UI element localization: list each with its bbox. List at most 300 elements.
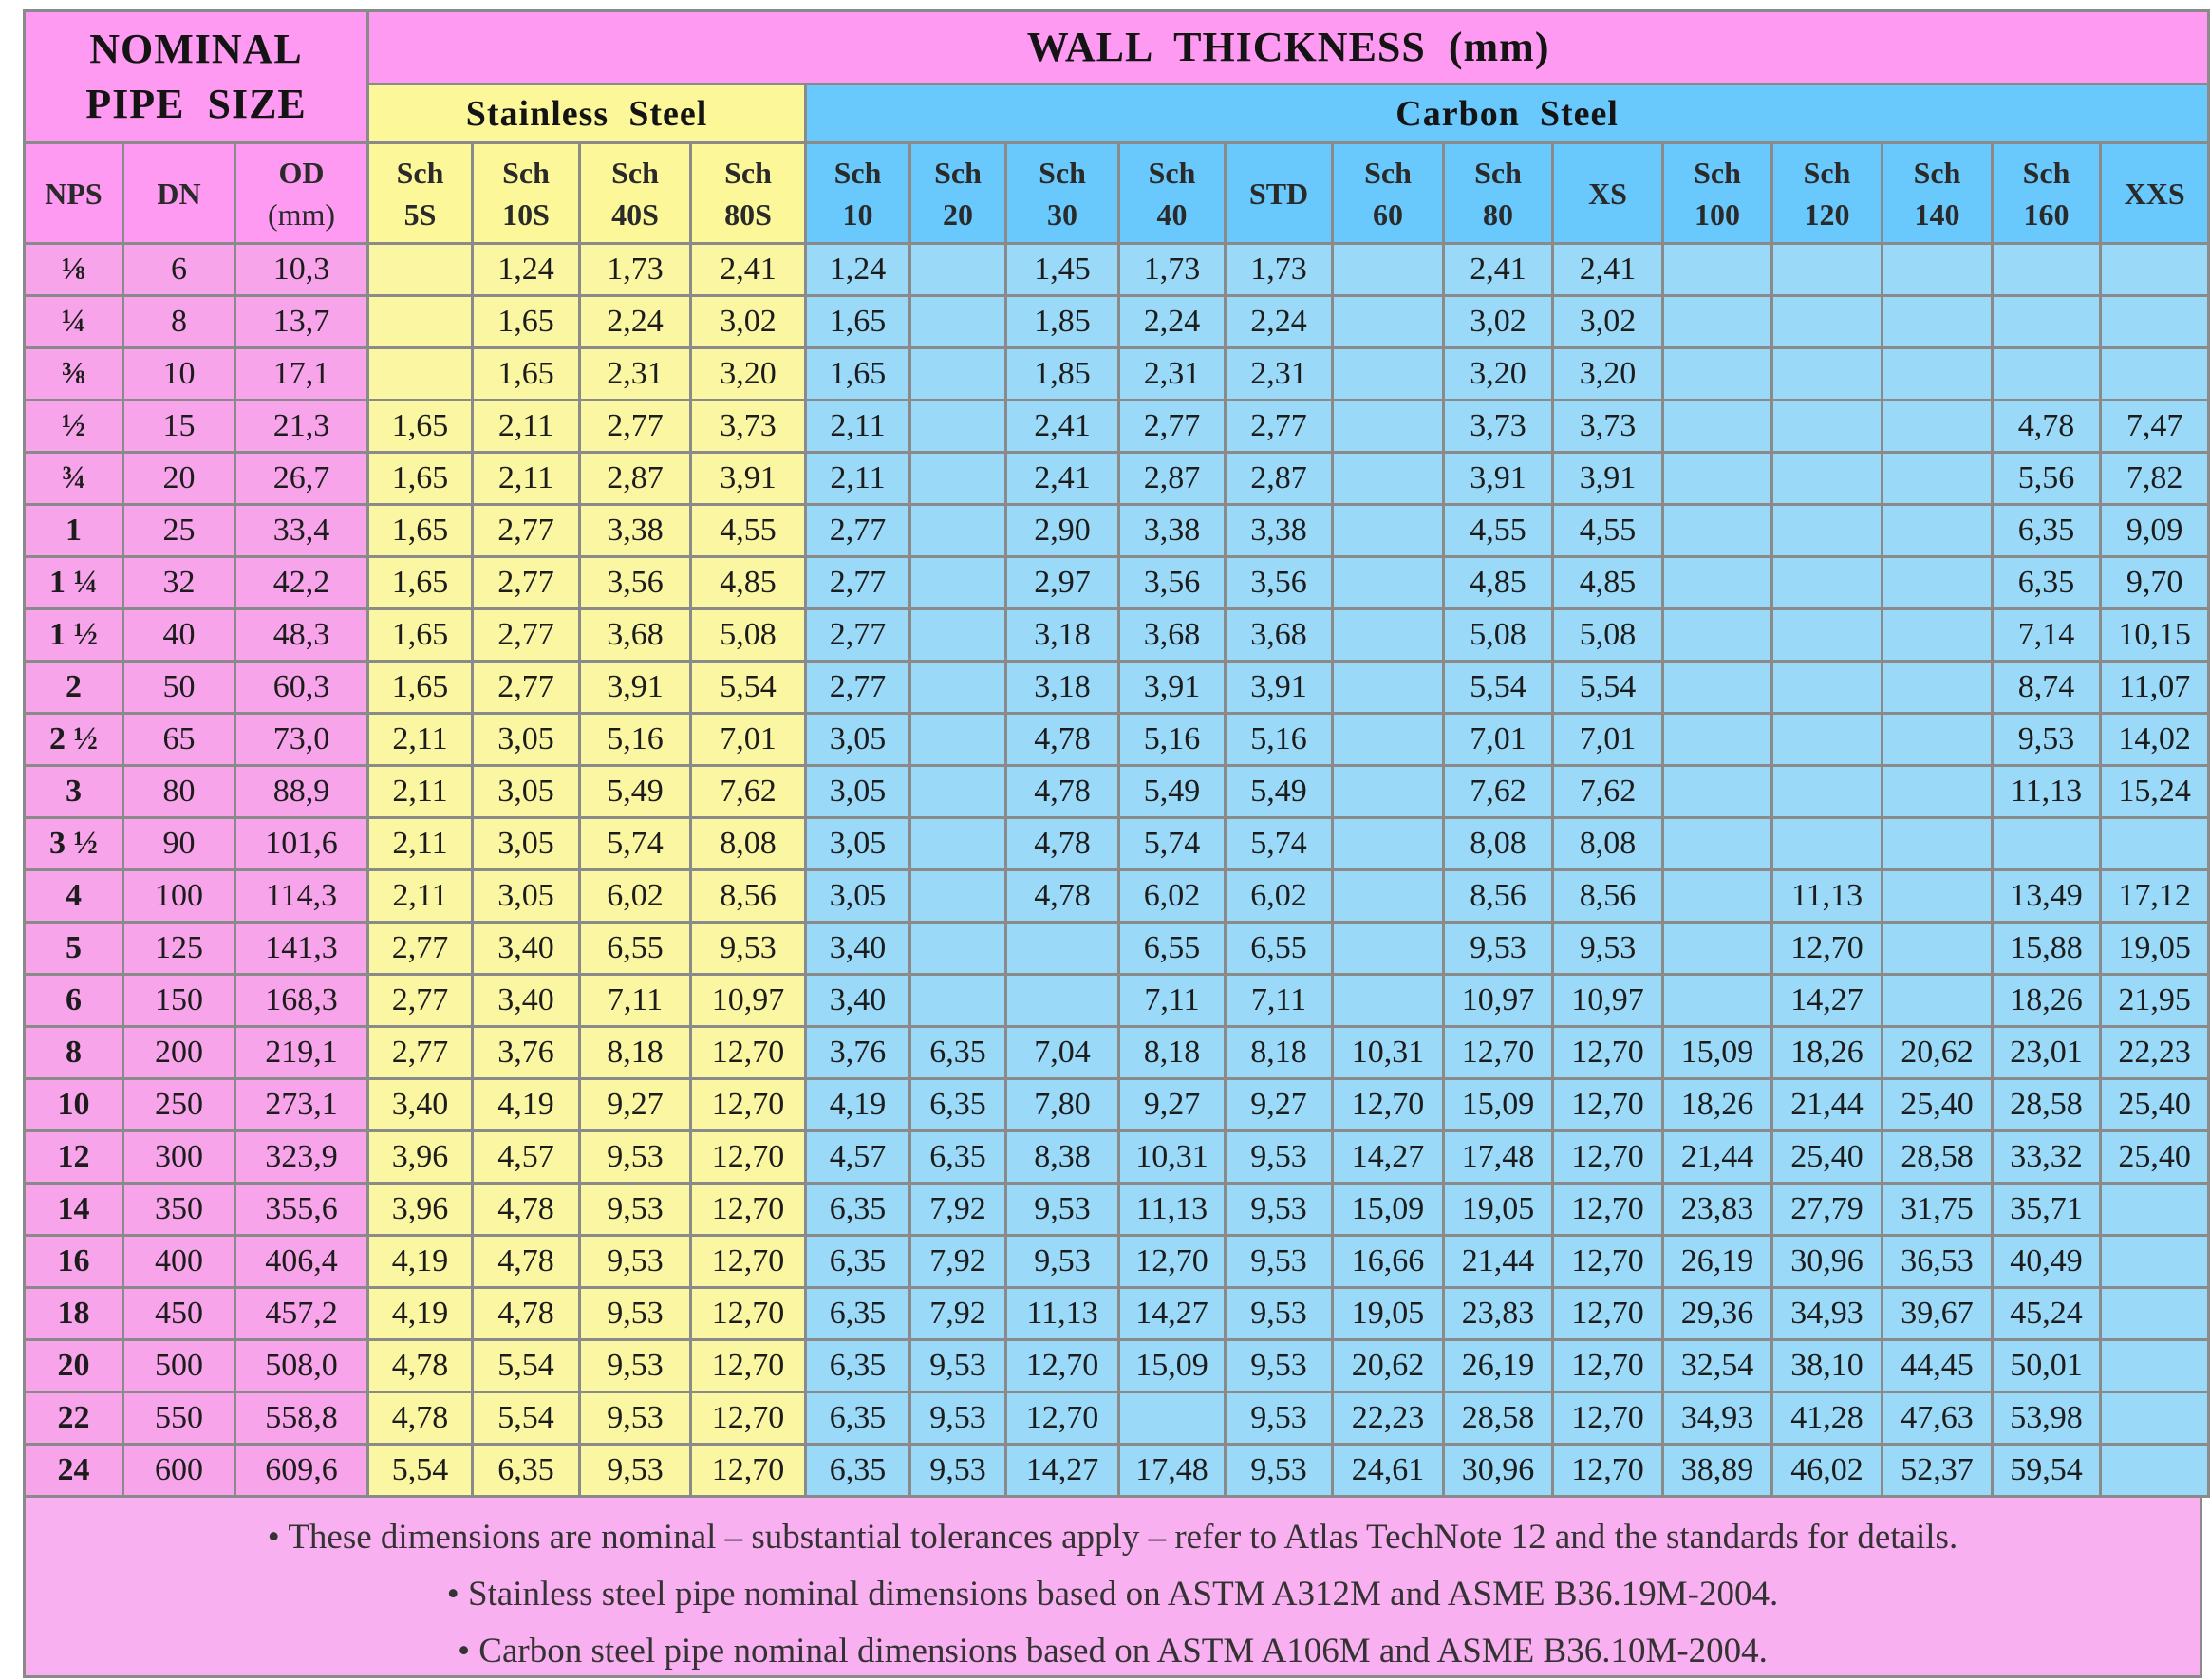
- cell-thickness: [1882, 870, 1993, 923]
- cell-thickness: 9,27: [1119, 1079, 1226, 1131]
- cell-thickness: 12,70: [691, 1236, 806, 1288]
- cell-thickness: 9,53: [1553, 923, 1663, 975]
- cell-od: 609,6: [235, 1445, 368, 1497]
- cell-dn: 50: [123, 662, 235, 714]
- cell-thickness: [1772, 505, 1882, 557]
- cell-thickness: [1882, 401, 1993, 453]
- column-header-dn: DN: [123, 143, 235, 244]
- column-header-carbon-8-line-2: 100: [1695, 196, 1741, 232]
- cell-thickness: [1772, 818, 1882, 870]
- cell-thickness: 12,70: [1444, 1027, 1553, 1079]
- cell-dn: 450: [123, 1288, 235, 1340]
- cell-thickness: 3,91: [691, 453, 806, 505]
- cell-thickness: 4,78: [368, 1392, 473, 1445]
- cell-thickness: 4,78: [473, 1236, 580, 1288]
- cell-thickness: 2,41: [1553, 244, 1663, 296]
- cell-thickness: 2,87: [580, 453, 691, 505]
- cell-thickness: 3,76: [806, 1027, 910, 1079]
- cell-thickness: 23,83: [1444, 1288, 1553, 1340]
- cell-thickness: [1663, 505, 1772, 557]
- cell-thickness: 52,37: [1882, 1445, 1993, 1497]
- cell-thickness: 12,70: [1553, 1184, 1663, 1236]
- cell-thickness: 12,70: [691, 1131, 806, 1184]
- cell-thickness: 8,56: [691, 870, 806, 923]
- column-header-carbon-3: [1119, 143, 1226, 244]
- cell-thickness: 4,55: [691, 505, 806, 557]
- cell-thickness: 1,65: [368, 662, 473, 714]
- cell-thickness: 2,31: [1119, 348, 1226, 401]
- table-row: [25, 505, 2209, 557]
- cell-thickness: 34,93: [1663, 1392, 1772, 1445]
- cell-thickness: 3,56: [1226, 557, 1333, 609]
- cell-thickness: [1993, 348, 2101, 401]
- column-header-carbon-12: [2101, 143, 2209, 244]
- column-header-carbon-2-line-1: Sch: [1039, 155, 1086, 190]
- cell-thickness: 6,55: [580, 923, 691, 975]
- cell-thickness: 10,97: [691, 975, 806, 1027]
- cell-thickness: 9,53: [910, 1340, 1006, 1392]
- cell-thickness: 22,23: [2101, 1027, 2209, 1079]
- cell-dn: 25: [123, 505, 235, 557]
- cell-thickness: [910, 975, 1006, 1027]
- cell-thickness: [1772, 766, 1882, 818]
- cell-thickness: [1882, 609, 1993, 662]
- column-header-carbon-9: [1772, 143, 1882, 244]
- cell-thickness: 3,56: [580, 557, 691, 609]
- cell-dn: 8: [123, 296, 235, 348]
- cell-thickness: 1,65: [473, 296, 580, 348]
- cell-thickness: 1,73: [580, 244, 691, 296]
- cell-nps: 3 ½: [25, 818, 123, 870]
- cell-thickness: 7,11: [1119, 975, 1226, 1027]
- cell-thickness: 1,65: [473, 348, 580, 401]
- cell-thickness: 9,53: [580, 1184, 691, 1236]
- cell-dn: 80: [123, 766, 235, 818]
- column-header-od: [235, 143, 368, 244]
- cell-thickness: 4,78: [473, 1288, 580, 1340]
- cell-thickness: [1663, 296, 1772, 348]
- cell-thickness: 9,53: [1006, 1184, 1119, 1236]
- column-header-nps: NPS: [25, 143, 123, 244]
- cell-thickness: 4,19: [368, 1236, 473, 1288]
- cell-thickness: [1772, 453, 1882, 505]
- cell-od: 26,7: [235, 453, 368, 505]
- cell-od: 141,3: [235, 923, 368, 975]
- cell-thickness: 15,09: [1663, 1027, 1772, 1079]
- column-header-carbon-4: [1226, 143, 1333, 244]
- cell-thickness: 25,40: [2101, 1131, 2209, 1184]
- cell-thickness: 12,70: [1119, 1236, 1226, 1288]
- cell-thickness: 6,02: [1119, 870, 1226, 923]
- cell-thickness: 12,70: [1553, 1445, 1663, 1497]
- cell-thickness: 9,53: [910, 1392, 1006, 1445]
- cell-thickness: 9,53: [1444, 923, 1553, 975]
- table-row: [25, 714, 2209, 766]
- cell-thickness: [1663, 766, 1772, 818]
- table-row: [25, 1445, 2209, 1497]
- cell-thickness: 9,53: [580, 1340, 691, 1392]
- cell-thickness: 6,55: [1119, 923, 1226, 975]
- column-header-carbon-2-line-2: 30: [1047, 196, 1078, 232]
- cell-thickness: [1006, 975, 1119, 1027]
- table-row: [25, 348, 2209, 401]
- cell-thickness: [1663, 975, 1772, 1027]
- cell-nps: 14: [25, 1184, 123, 1236]
- cell-thickness: 5,54: [473, 1392, 580, 1445]
- cell-thickness: 5,08: [691, 609, 806, 662]
- wall-thickness-header: WALL THICKNESS (mm): [368, 11, 2209, 84]
- cell-thickness: 9,53: [1226, 1288, 1333, 1340]
- cell-thickness: 18,26: [1772, 1027, 1882, 1079]
- cell-thickness: 4,55: [1444, 505, 1553, 557]
- carbon-steel-group-header: Carbon Steel: [806, 84, 2209, 143]
- cell-thickness: 2,77: [806, 662, 910, 714]
- cell-thickness: 7,62: [691, 766, 806, 818]
- cell-thickness: 5,74: [580, 818, 691, 870]
- cell-thickness: [1882, 557, 1993, 609]
- cell-thickness: 1,65: [368, 609, 473, 662]
- cell-thickness: 4,78: [1993, 401, 2101, 453]
- cell-thickness: 3,02: [691, 296, 806, 348]
- cell-thickness: [1882, 296, 1993, 348]
- cell-thickness: 7,92: [910, 1236, 1006, 1288]
- cell-dn: 125: [123, 923, 235, 975]
- cell-thickness: 12,70: [1553, 1131, 1663, 1184]
- cell-thickness: 3,68: [1119, 609, 1226, 662]
- cell-thickness: [910, 662, 1006, 714]
- cell-dn: 32: [123, 557, 235, 609]
- column-header-stainless-1-line-2: 10S: [502, 196, 550, 232]
- column-header-carbon-8-line-1: Sch: [1694, 155, 1741, 190]
- cell-thickness: 3,38: [580, 505, 691, 557]
- cell-thickness: 3,20: [1444, 348, 1553, 401]
- cell-od: 323,9: [235, 1131, 368, 1184]
- cell-nps: 24: [25, 1445, 123, 1497]
- cell-thickness: 5,54: [691, 662, 806, 714]
- cell-od: 88,9: [235, 766, 368, 818]
- table-row: [25, 1027, 2209, 1079]
- cell-dn: 500: [123, 1340, 235, 1392]
- cell-od: 10,3: [235, 244, 368, 296]
- cell-thickness: 19,05: [1444, 1184, 1553, 1236]
- cell-thickness: 3,05: [473, 870, 580, 923]
- cell-thickness: 1,65: [368, 401, 473, 453]
- column-header-stainless-1-line-1: Sch: [502, 155, 550, 190]
- cell-thickness: 5,54: [1553, 662, 1663, 714]
- cell-thickness: 6,35: [806, 1392, 910, 1445]
- cell-thickness: 12,70: [691, 1340, 806, 1392]
- cell-thickness: 12,70: [691, 1392, 806, 1445]
- cell-thickness: 3,05: [806, 766, 910, 818]
- cell-thickness: 3,20: [691, 348, 806, 401]
- cell-thickness: [1333, 766, 1444, 818]
- cell-thickness: [1772, 244, 1882, 296]
- cell-thickness: 7,01: [691, 714, 806, 766]
- cell-thickness: 10,97: [1553, 975, 1663, 1027]
- table-row: [25, 870, 2209, 923]
- cell-thickness: 7,82: [2101, 453, 2209, 505]
- column-header-carbon-1: [910, 143, 1006, 244]
- cell-thickness: [1772, 609, 1882, 662]
- cell-thickness: 4,78: [473, 1184, 580, 1236]
- cell-nps: 8: [25, 1027, 123, 1079]
- cell-thickness: 47,63: [1882, 1392, 1993, 1445]
- cell-thickness: 4,78: [368, 1340, 473, 1392]
- cell-thickness: 1,65: [368, 453, 473, 505]
- cell-thickness: [1663, 348, 1772, 401]
- column-header-carbon-6: [1444, 143, 1553, 244]
- cell-thickness: 3,20: [1553, 348, 1663, 401]
- cell-thickness: 3,76: [473, 1027, 580, 1079]
- cell-thickness: [1882, 714, 1993, 766]
- cell-thickness: [1333, 714, 1444, 766]
- cell-thickness: 2,24: [580, 296, 691, 348]
- cell-thickness: 1,73: [1226, 244, 1333, 296]
- cell-thickness: 18,26: [1993, 975, 2101, 1027]
- cell-thickness: [1882, 923, 1993, 975]
- cell-thickness: 2,24: [1226, 296, 1333, 348]
- column-header-carbon-1-line-1: Sch: [934, 155, 982, 190]
- cell-thickness: 12,70: [1553, 1236, 1663, 1288]
- cell-thickness: [1882, 348, 1993, 401]
- cell-thickness: 46,02: [1772, 1445, 1882, 1497]
- footnote-3: • Carbon steel pipe nominal dimensions based on ASTM A106M and ASME B36.10M-2004.: [458, 1632, 1768, 1671]
- cell-thickness: 1,45: [1006, 244, 1119, 296]
- cell-thickness: [1882, 505, 1993, 557]
- cell-thickness: 5,74: [1226, 818, 1333, 870]
- cell-thickness: [1772, 296, 1882, 348]
- cell-thickness: 7,92: [910, 1288, 1006, 1340]
- cell-thickness: 3,56: [1119, 557, 1226, 609]
- cell-thickness: 8,18: [1226, 1027, 1333, 1079]
- cell-thickness: 19,05: [2101, 923, 2209, 975]
- cell-thickness: 3,38: [1119, 505, 1226, 557]
- cell-thickness: 16,66: [1333, 1236, 1444, 1288]
- cell-thickness: 4,19: [473, 1079, 580, 1131]
- cell-thickness: 9,53: [1226, 1236, 1333, 1288]
- cell-thickness: [1333, 296, 1444, 348]
- cell-dn: 150: [123, 975, 235, 1027]
- column-header-stainless-3-line-1: Sch: [724, 155, 772, 190]
- cell-thickness: 9,53: [580, 1288, 691, 1340]
- cell-od: 168,3: [235, 975, 368, 1027]
- cell-thickness: 2,11: [806, 453, 910, 505]
- cell-thickness: 1,85: [1006, 348, 1119, 401]
- cell-thickness: 26,19: [1444, 1340, 1553, 1392]
- table-row: [25, 766, 2209, 818]
- cell-thickness: [1882, 975, 1993, 1027]
- cell-thickness: 5,74: [1119, 818, 1226, 870]
- cell-thickness: 3,40: [473, 923, 580, 975]
- cell-thickness: 5,49: [1226, 766, 1333, 818]
- cell-thickness: 1,65: [806, 348, 910, 401]
- cell-thickness: 21,44: [1444, 1236, 1553, 1288]
- cell-thickness: 12,70: [1006, 1340, 1119, 1392]
- cell-thickness: [2101, 1340, 2209, 1392]
- column-header-carbon-0-line-2: 10: [842, 196, 873, 232]
- column-header-carbon-9-line-1: Sch: [1803, 155, 1851, 190]
- cell-thickness: 2,41: [1444, 244, 1553, 296]
- cell-nps: 1 ½: [25, 609, 123, 662]
- cell-thickness: [1993, 296, 2101, 348]
- cell-dn: 6: [123, 244, 235, 296]
- cell-dn: 15: [123, 401, 235, 453]
- cell-thickness: 15,09: [1119, 1340, 1226, 1392]
- cell-thickness: [1333, 923, 1444, 975]
- cell-thickness: 2,77: [473, 557, 580, 609]
- cell-thickness: 9,53: [580, 1445, 691, 1497]
- cell-thickness: 11,13: [1772, 870, 1882, 923]
- cell-thickness: 7,62: [1553, 766, 1663, 818]
- cell-thickness: 7,04: [1006, 1027, 1119, 1079]
- cell-thickness: 4,57: [806, 1131, 910, 1184]
- table-row: [25, 923, 2209, 975]
- cell-od: 558,8: [235, 1392, 368, 1445]
- cell-thickness: 3,05: [473, 818, 580, 870]
- cell-thickness: 2,41: [691, 244, 806, 296]
- cell-thickness: 2,31: [1226, 348, 1333, 401]
- cell-nps: 1 ¼: [25, 557, 123, 609]
- cell-nps: ⅜: [25, 348, 123, 401]
- cell-dn: 100: [123, 870, 235, 923]
- cell-od: 355,6: [235, 1184, 368, 1236]
- cell-thickness: 3,91: [1226, 662, 1333, 714]
- cell-thickness: 9,27: [1226, 1079, 1333, 1131]
- cell-nps: 5: [25, 923, 123, 975]
- cell-nps: 22: [25, 1392, 123, 1445]
- cell-thickness: 3,91: [1553, 453, 1663, 505]
- cell-thickness: [2101, 1392, 2209, 1445]
- cell-thickness: 11,13: [1006, 1288, 1119, 1340]
- column-header-carbon-9-line-2: 120: [1804, 196, 1850, 232]
- cell-thickness: 30,96: [1444, 1445, 1553, 1497]
- cell-dn: 550: [123, 1392, 235, 1445]
- cell-thickness: 12,70: [691, 1445, 806, 1497]
- cell-thickness: 21,95: [2101, 975, 2209, 1027]
- cell-thickness: 28,58: [1444, 1392, 1553, 1445]
- cell-thickness: 2,11: [473, 453, 580, 505]
- cell-thickness: 25,40: [1772, 1131, 1882, 1184]
- cell-thickness: 20,62: [1882, 1027, 1993, 1079]
- cell-thickness: 9,27: [580, 1079, 691, 1131]
- cell-nps: ⅛: [25, 244, 123, 296]
- cell-thickness: 3,02: [1553, 296, 1663, 348]
- cell-thickness: [1882, 662, 1993, 714]
- cell-thickness: [1333, 870, 1444, 923]
- cell-thickness: [1882, 766, 1993, 818]
- od-unit: (mm): [267, 196, 336, 232]
- cell-thickness: 3,40: [806, 975, 910, 1027]
- cell-thickness: 15,09: [1444, 1079, 1553, 1131]
- cell-thickness: 4,85: [1444, 557, 1553, 609]
- cell-thickness: 14,27: [1006, 1445, 1119, 1497]
- cell-thickness: 28,58: [1882, 1131, 1993, 1184]
- column-header-carbon-5: [1333, 143, 1444, 244]
- cell-thickness: [1333, 818, 1444, 870]
- cell-thickness: 2,11: [368, 818, 473, 870]
- cell-thickness: [368, 244, 473, 296]
- cell-thickness: 2,97: [1006, 557, 1119, 609]
- cell-thickness: [910, 296, 1006, 348]
- column-header-carbon-8: [1663, 143, 1772, 244]
- cell-thickness: 3,05: [806, 714, 910, 766]
- cell-nps: 6: [25, 975, 123, 1027]
- cell-thickness: 40,49: [1993, 1236, 2101, 1288]
- cell-thickness: [910, 453, 1006, 505]
- cell-thickness: 53,98: [1993, 1392, 2101, 1445]
- cell-thickness: 5,54: [368, 1445, 473, 1497]
- cell-thickness: 4,55: [1553, 505, 1663, 557]
- table-body: [25, 244, 2209, 1497]
- cell-thickness: [1333, 975, 1444, 1027]
- cell-thickness: 9,09: [2101, 505, 2209, 557]
- cell-od: 73,0: [235, 714, 368, 766]
- cell-thickness: 4,85: [1553, 557, 1663, 609]
- cell-nps: 18: [25, 1288, 123, 1340]
- column-header-carbon-7: [1553, 143, 1663, 244]
- cell-thickness: 21,44: [1772, 1079, 1882, 1131]
- cell-thickness: 7,01: [1444, 714, 1553, 766]
- pipe-table: [23, 9, 2210, 1498]
- cell-thickness: 14,27: [1772, 975, 1882, 1027]
- cell-thickness: [1333, 453, 1444, 505]
- column-header-carbon-10: [1882, 143, 1993, 244]
- cell-thickness: 8,18: [1119, 1027, 1226, 1079]
- cell-thickness: 2,41: [1006, 453, 1119, 505]
- cell-thickness: 5,16: [1119, 714, 1226, 766]
- column-header-carbon-4-line-1: STD: [1248, 176, 1309, 211]
- cell-thickness: [1663, 401, 1772, 453]
- pipe-dimension-chart: [23, 9, 2202, 1671]
- table-row: [25, 1288, 2209, 1340]
- cell-thickness: 8,38: [1006, 1131, 1119, 1184]
- column-header-stainless-3: [691, 143, 806, 244]
- cell-thickness: 17,48: [1119, 1445, 1226, 1497]
- cell-dn: 10: [123, 348, 235, 401]
- cell-thickness: [1663, 870, 1772, 923]
- cell-thickness: [1772, 714, 1882, 766]
- cell-thickness: 6,35: [910, 1027, 1006, 1079]
- cell-thickness: [2101, 1445, 2209, 1497]
- cell-thickness: [910, 818, 1006, 870]
- cell-nps: 12: [25, 1131, 123, 1184]
- column-header-stainless-2: [580, 143, 691, 244]
- cell-thickness: 38,10: [1772, 1340, 1882, 1392]
- table-row: [25, 818, 2209, 870]
- cell-thickness: 41,28: [1772, 1392, 1882, 1445]
- cell-thickness: 3,91: [1444, 453, 1553, 505]
- cell-thickness: [2101, 818, 2209, 870]
- column-header-carbon-0-line-1: Sch: [833, 155, 882, 190]
- cell-thickness: 23,83: [1663, 1184, 1772, 1236]
- cell-thickness: 1,24: [473, 244, 580, 296]
- cell-thickness: 6,35: [806, 1184, 910, 1236]
- table-row: [25, 1184, 2209, 1236]
- cell-thickness: 39,67: [1882, 1288, 1993, 1340]
- cell-thickness: 3,73: [1444, 401, 1553, 453]
- cell-nps: 3: [25, 766, 123, 818]
- cell-thickness: 10,97: [1444, 975, 1553, 1027]
- cell-thickness: 6,35: [806, 1340, 910, 1392]
- cell-thickness: 30,96: [1772, 1236, 1882, 1288]
- cell-thickness: [910, 870, 1006, 923]
- cell-nps: 16: [25, 1236, 123, 1288]
- cell-thickness: [1663, 714, 1772, 766]
- cell-thickness: 2,77: [473, 609, 580, 662]
- cell-thickness: [1663, 818, 1772, 870]
- cell-thickness: [1333, 348, 1444, 401]
- cell-thickness: 7,14: [1993, 609, 2101, 662]
